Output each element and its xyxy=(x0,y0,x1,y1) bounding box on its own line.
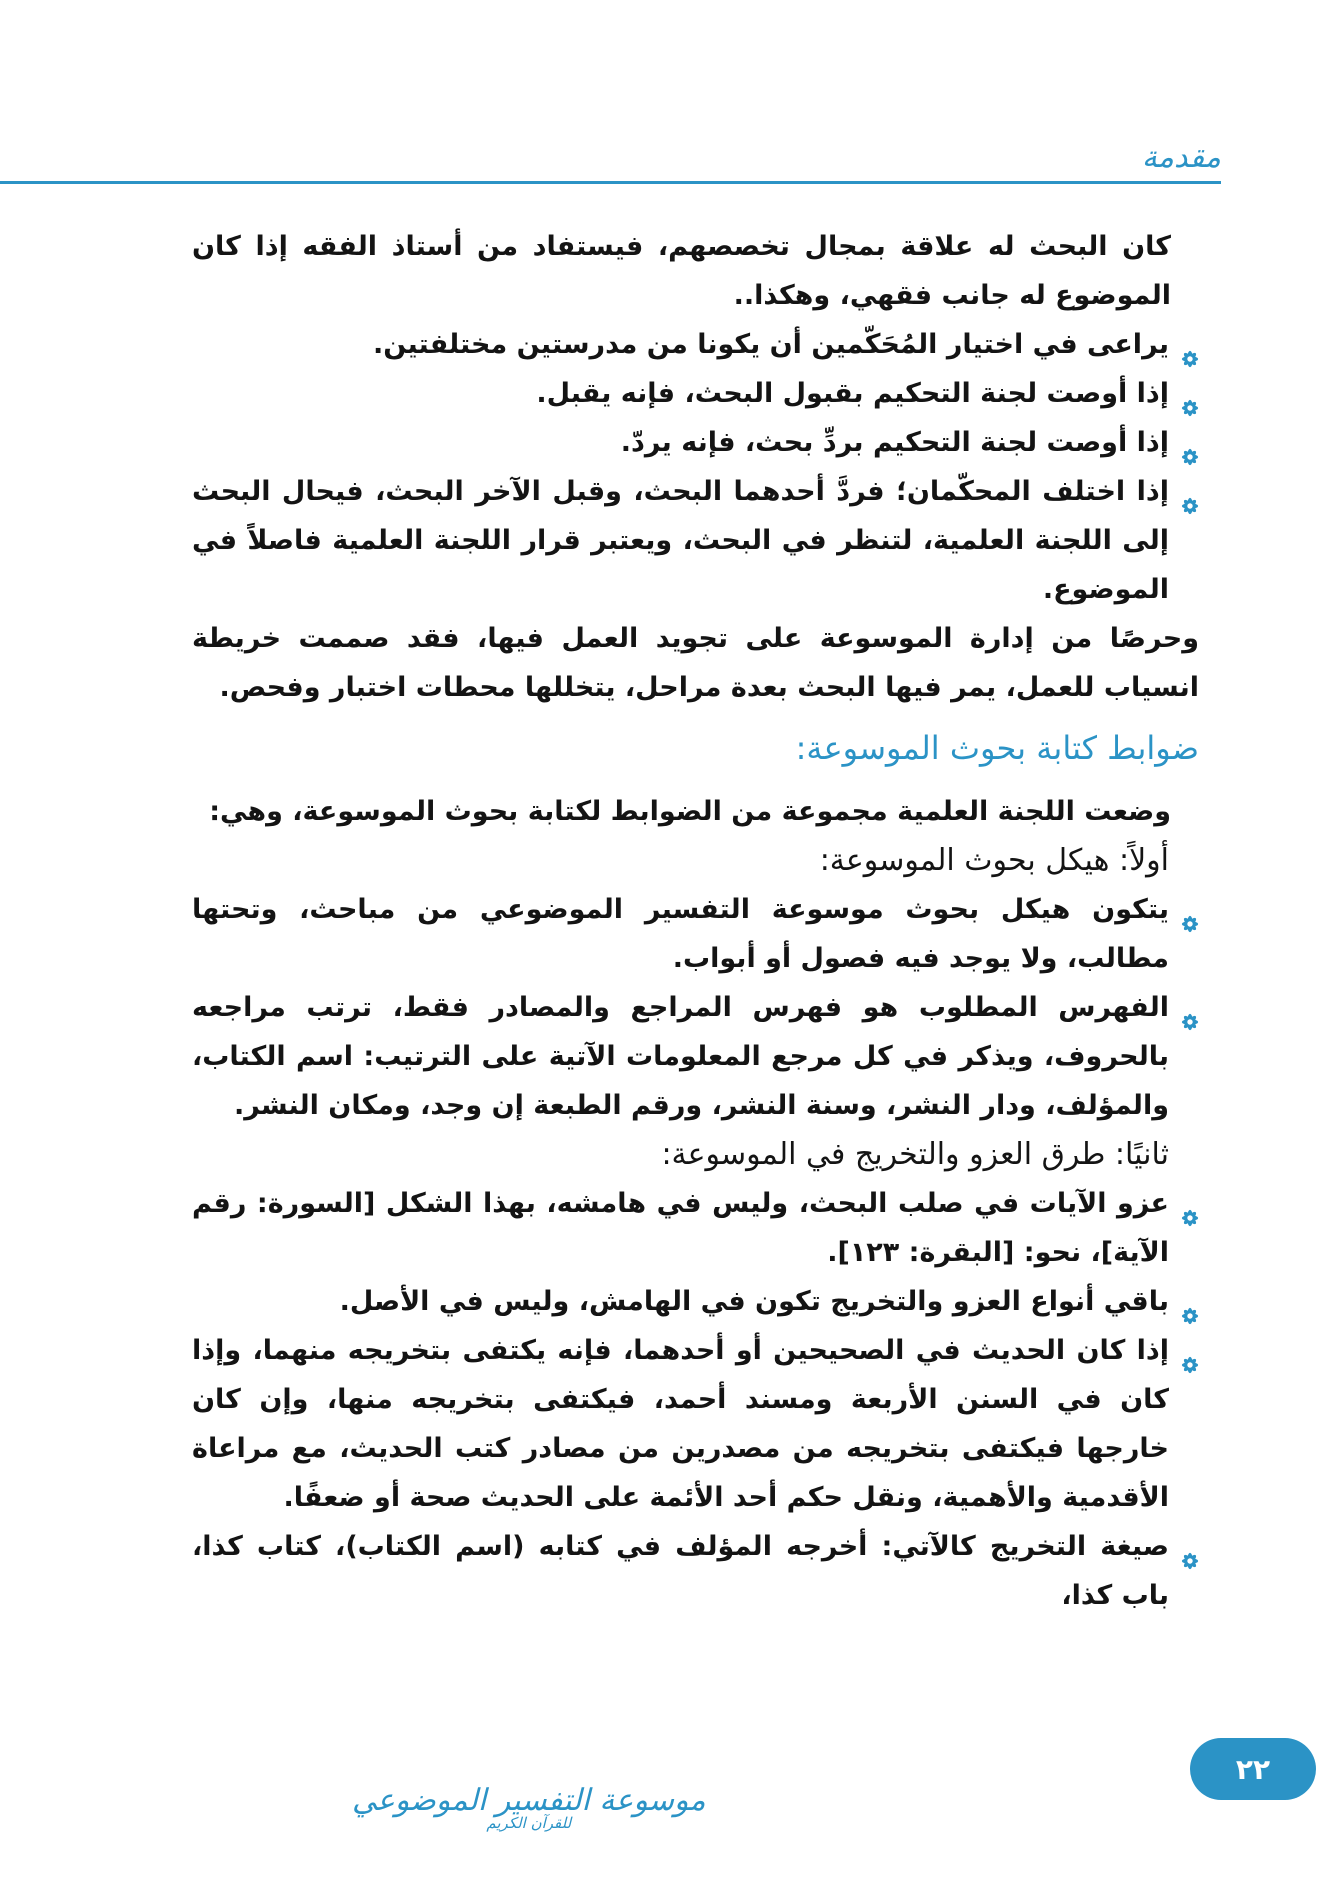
list-item: عزو الآيات في صلب البحث، وليس في هامشه، بهذا الشكل [السورة: رقم الآية]، نحو: [البقرة: ١٢٣]. xyxy=(192,1179,1199,1277)
flower-bullet-icon xyxy=(1181,1292,1199,1310)
page-number: ٢٢ xyxy=(1235,1752,1271,1786)
list-item: إذا أوصت لجنة التحكيم بقبول البحث، فإنه يقبل. xyxy=(192,369,1199,418)
section-intro: وضعت اللجنة العلمية مجموعة من الضوابط لكتابة بحوث الموسوعة، وهي: xyxy=(209,796,1171,827)
part2-title: ثانيًا: طرق العزو والتخريج في الموسوعة: xyxy=(661,1137,1169,1172)
flower-bullet-icon xyxy=(1181,998,1199,1016)
list-item: إذا اختلف المحكّمان؛ فردَّ أحدهما البحث، وقبل الآخر البحث، فيحال البحث إلى اللجنة العلمية، لتنظر في البحث، ويعتبر قرار اللجنة العلمية فاصلاً في الموضوع. xyxy=(192,467,1199,614)
flower-bullet-icon xyxy=(1181,482,1199,500)
flower-bullet-icon xyxy=(1181,1537,1199,1555)
review-rules-list xyxy=(192,320,1199,614)
list-item: يتكون هيكل بحوث موسوعة التفسير الموضوعي من مباحث، وتحتها مطالب، ولا يوجد فيه فصول أو أبواب. xyxy=(192,885,1199,983)
logo-title: موسوعة التفسير الموضوعي xyxy=(352,1783,706,1818)
intro-paragraph: كان البحث له علاقة بمجال تخصصهم، فيستفاد من أستاذ الفقه إذا كان الموضوع له جانب فقهي، وهكذا.. xyxy=(192,231,1171,311)
list-item: صيغة التخريج كالآتي: أخرجه المؤلف في كتابه (اسم الكتاب)، كتاب كذا، باب كذا، xyxy=(192,1522,1199,1620)
header-rule xyxy=(0,181,1221,184)
part1-title: أولاً: هيكل بحوث الموسوعة: xyxy=(819,843,1169,878)
part1-list xyxy=(192,885,1199,1130)
section-heading: ضوابط كتابة بحوث الموسوعة: xyxy=(795,729,1199,767)
list-item: إذا كان الحديث في الصحيحين أو أحدهما، فإنه يكتفى بتخريجه منهما، وإذا كان في السنن الأربعة ومسند أحمد، فيكتفى بتخريجه منها، وإن كان خارجها فيكتفى بتخريجه من مصدرين من مصادر كتب الحديث، مع مراعاة الأقدمية والأهمية، ونقل حكم أحد الأئمة على الحديث صحة أو ضعفًا. xyxy=(192,1326,1199,1522)
flower-bullet-icon xyxy=(1181,900,1199,918)
list-item: باقي أنواع العزو والتخريج تكون في الهامش، وليس في الأصل. xyxy=(192,1277,1199,1326)
flower-bullet-icon xyxy=(1181,1341,1199,1359)
flower-bullet-icon xyxy=(1181,1194,1199,1212)
part2-list xyxy=(192,1179,1199,1620)
flower-bullet-icon xyxy=(1181,433,1199,451)
page-number-badge xyxy=(1190,1738,1316,1800)
encyclopedia-logo xyxy=(352,1783,706,1832)
logo-subtitle: للقرآن الكريم xyxy=(486,1814,572,1832)
page-content xyxy=(192,222,1199,1620)
list-item: إذا أوصت لجنة التحكيم بردِّ بحث، فإنه يردّ. xyxy=(192,418,1199,467)
list-item: الفهرس المطلوب هو فهرس المراجع والمصادر فقط، ترتب مراجعه بالحروف، ويذكر في كل مرجع المعلومات الآتية على الترتيب: اسم الكتاب، والمؤلف، ودار النشر، وسنة النشر، ورقم الطبعة إن وجد، ومكان النشر. xyxy=(192,983,1199,1130)
closing-paragraph: وحرصًا من إدارة الموسوعة على تجويد العمل فيها، فقد صممت خريطة انسياب للعمل، يمر فيها البحث بعدة مراحل، يتخللها محطات اختبار وفحص. xyxy=(192,623,1199,703)
section-label: مقدمة xyxy=(1141,140,1221,175)
flower-bullet-icon xyxy=(1181,384,1199,402)
list-item: يراعى في اختيار المُحَكّمين أن يكونا من مدرستين مختلفتين. xyxy=(192,320,1199,369)
flower-bullet-icon xyxy=(1181,335,1199,353)
